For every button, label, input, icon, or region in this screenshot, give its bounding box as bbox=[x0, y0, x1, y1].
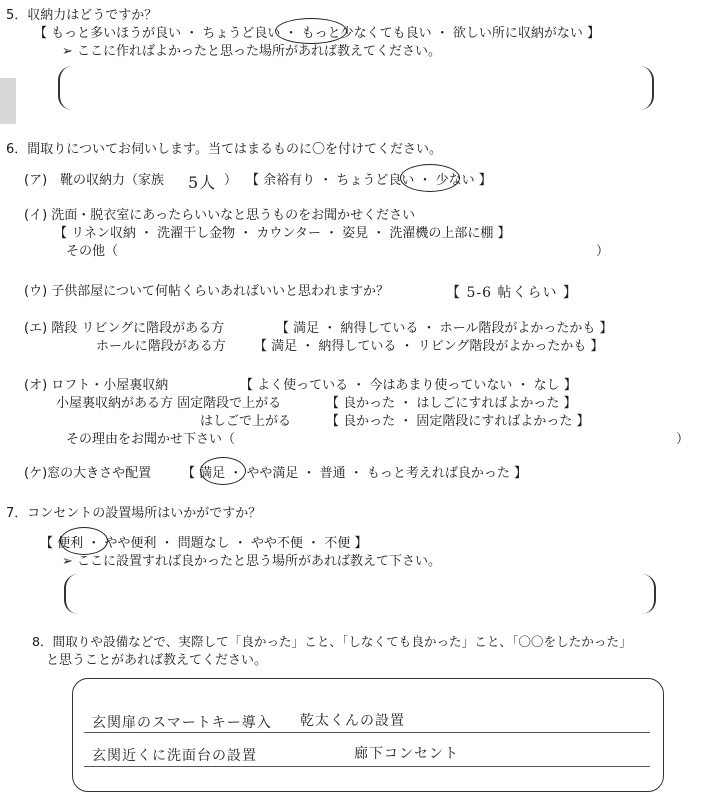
q6-a-family: 5人 bbox=[188, 173, 217, 192]
q6-o-text: (オ) ロフト・小屋裏収納 bbox=[24, 378, 169, 393]
q6-o-sub2-options: 【 良かった ・ 固定階段にすればよかった 】 bbox=[326, 414, 590, 429]
q8-answer-2a: 玄関近くに洗面台の設置 bbox=[92, 748, 257, 764]
q5-sub: ➢ ここに作ればよかったと思った場所があれば教えてください。 bbox=[62, 44, 442, 59]
q7-answer-box bbox=[64, 574, 656, 614]
q5-answer-box bbox=[58, 66, 654, 110]
q7-options: 【 便利 ・ やや便利 ・ 問題なし ・ やや不便 ・ 不便 】 bbox=[40, 536, 368, 551]
q8-line-1 bbox=[84, 732, 650, 733]
q7-circle-mark bbox=[60, 527, 108, 555]
q6-title: 6．間取りについてお伺いします。当てはまるものに〇を付けてください。 bbox=[6, 142, 442, 157]
q6-ke-text: (ケ)窓の大きさや配置 bbox=[24, 466, 152, 481]
q6-ke-options: 【 満足 ・ やや満足 ・ 普通 ・ もっと考えれば良かった 】 bbox=[182, 466, 528, 481]
q6-a-text: 靴の収納力（家族 bbox=[60, 173, 165, 188]
q8-title2: と思うことがあれば教えてください。 bbox=[46, 653, 268, 668]
q7-sub: ➢ ここに設置すれば良かったと思う場所があれば教えて下さい。 bbox=[62, 554, 442, 569]
q7-title: 7．コンセントの設置場所はいかがですか？ bbox=[6, 506, 262, 521]
q6-e-options1: 【 満足 ・ 納得している ・ ホール階段がよかったかも 】 bbox=[276, 321, 613, 336]
q8-answer-1a: 玄関扉のスマートキー導入 bbox=[92, 715, 272, 731]
q6-i-other-close: ） bbox=[596, 244, 610, 259]
q6-i-options: 【 リネン収納 ・ 洗濯干し金物 ・ カウンター ・ 姿見 ・ 洗濯機の上部に棚 】 bbox=[54, 226, 511, 241]
q8-answer-box bbox=[72, 678, 664, 792]
q6-o-reason: その理由をお聞かせ下さい（ bbox=[66, 432, 236, 447]
q6-a-options: 【 余裕有り ・ ちょうど良い ・ 少ない 】 bbox=[246, 173, 492, 188]
q8-answer-1b: 乾太くんの設置 bbox=[300, 713, 405, 729]
q6-o-sub2: はしごで上がる bbox=[200, 414, 292, 429]
q6-a-text2: ） bbox=[224, 173, 238, 188]
q6-i-other: その他（ bbox=[66, 244, 119, 259]
q6-u-answer: 【 5-6 帖くらい 】 bbox=[446, 285, 578, 301]
q5-circle-mark bbox=[275, 18, 347, 44]
q6-o-reason-close: ） bbox=[676, 432, 690, 447]
q6-e-text2: ホールに階段がある方 bbox=[96, 339, 226, 354]
q8-title: 8．間取りや設備などで、実際して「良かった」こと、「しなくても良かった」こと、「〇〇をしたかった」 bbox=[32, 634, 632, 649]
q5-options: 【 もっと多いほうが良い ・ ちょうど良い ・ もっと少なくても良い ・ 欲しい所に収納がない 】 bbox=[34, 26, 601, 41]
q6-a-circle-mark bbox=[400, 164, 460, 192]
q5-title: 5．収納力はどうですか？ bbox=[6, 8, 158, 23]
q6-o-options: 【 よく使っている ・ 今はあまり使っていない ・ なし 】 bbox=[240, 378, 577, 393]
q6-u-text: (ウ) 子供部屋について何帖くらいあればいいと思われますか？ bbox=[24, 284, 390, 299]
q6-i-text: (イ) 洗面・脱衣室にあったらいいなと思うものをお聞かせください bbox=[24, 208, 416, 223]
q8-answer-2b: 廊下コンセント bbox=[354, 746, 459, 762]
q6-o-sub1: 小屋裏収納がある方 固定階段で上がる bbox=[56, 396, 282, 411]
q6-a-label: (ア) bbox=[24, 173, 48, 188]
scan-mark bbox=[0, 78, 16, 124]
q8-line-2 bbox=[84, 766, 650, 767]
q6-e-text: (エ) 階段 リビングに階段がある方 bbox=[24, 321, 225, 336]
q6-ke-circle-mark bbox=[200, 457, 246, 485]
q6-e-options2: 【 満足 ・ 納得している ・ リビング階段がよかったかも 】 bbox=[254, 339, 604, 354]
q6-o-sub1-options: 【 良かった ・ はしごにすればよかった 】 bbox=[326, 396, 577, 411]
